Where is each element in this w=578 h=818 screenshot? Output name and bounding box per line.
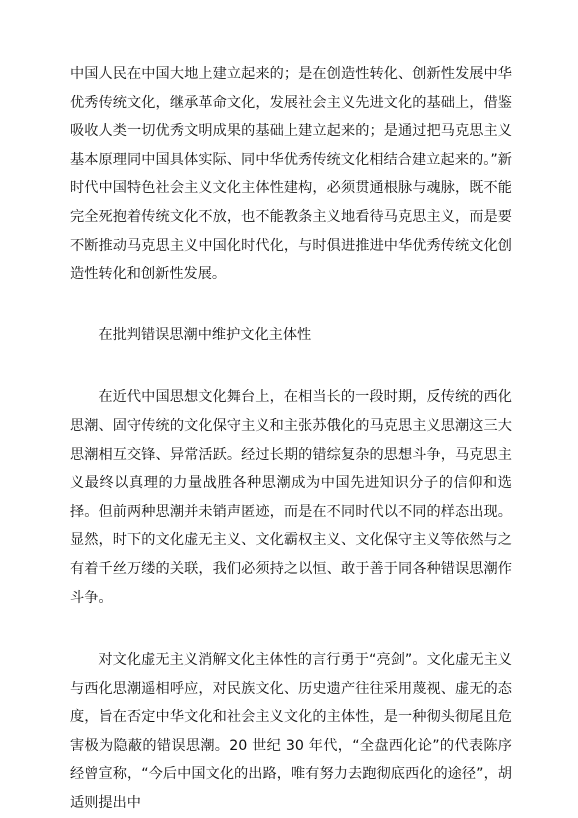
section-heading: 在批判错误思潮中维护文化主体性 — [98, 326, 312, 343]
paragraph-gap — [70, 349, 512, 383]
paragraph-1: 中国人民在中国大地上建立起来的；是在创造性转化、创新性发展中华优秀传统文化，继承革命文化，发展社会主义先进文化的基础上，借鉴吸收人类一切优秀文明成果的基础上建立起来的；是通过把马克思主义基本原理同中国具体实际、同中华优秀传统文化相结合建立起来的。”新时代中国特色社会主义文化主体性建构，必须贯通根脉与魂脉，既不能完全死抱着传统文化不放，也不能教条主义地看待马克思主义，而是要不断推动马克思主义中国化时代化，与时俱进推进中华优秀传统文化创造性转化和创新性发展。 — [70, 66, 512, 283]
paragraph-gap — [70, 289, 512, 321]
paragraph-gap — [70, 612, 512, 646]
paragraph-2: 在近代中国思想文化舞台上，在相当长的一段时期，反传统的西化思潮、固守传统的文化保守主义和主张苏俄化的马克思主义思潮这三大思潮相互交锋、异常活跃。经过长期的错综复杂的思想斗争，马克思主义最终以真理的力量战胜各种思潮成为中国先进知识分子的信仰和选择。但前两种思潮并未销声匿迹，而是在不同时代以不同的样态出现。显然，时下的文化虚无主义、文化霸权主义、文化保守主义等依然与之有着千丝万缕的关联，我们必须持之以恒、敢于善于同各种错误思潮作斗争。 — [70, 389, 512, 606]
paragraph-3: 对文化虚无主义消解文化主体性的言行勇于“亮剑”。文化虚无主义与西化思潮遥相呼应，对民族文化、历史遗产往往采用蔑视、虚无的态度，旨在否定中华文化和社会主义文化的主体性，是一种彻头彻尾且危害极为隐蔽的错误思潮。20 世纪 30 年代，“全盘西化论”的代表陈序经曾宣称，“今后中国文化的出路，唯有努力去跑彻底西化的途径”，胡适则提出中 — [70, 652, 512, 812]
